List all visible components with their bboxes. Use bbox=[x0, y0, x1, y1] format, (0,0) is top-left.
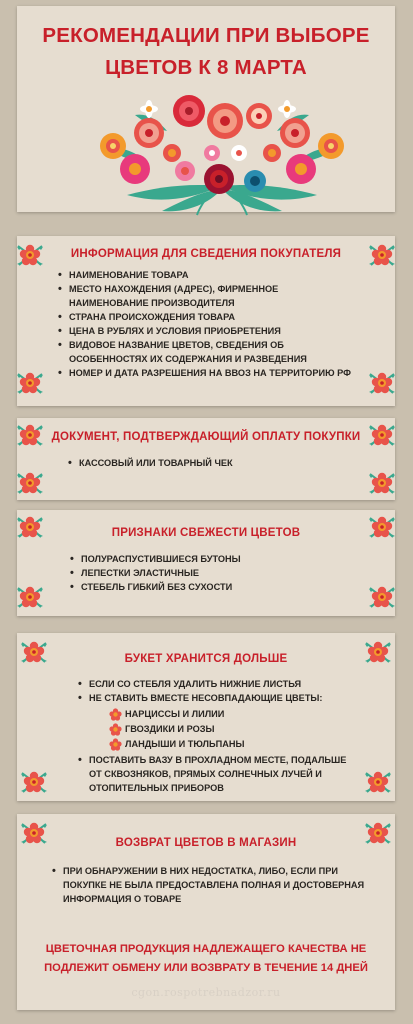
list-item: • НОМЕР И ДАТА РАЗРЕШЕНИЯ НА ВВОЗ НА ТЕРРИТОРИЮ РФ bbox=[57, 366, 357, 380]
corner-flower-icon bbox=[15, 368, 45, 398]
section-title: ВОЗВРАТ ЦВЕТОВ В МАГАЗИН bbox=[115, 837, 297, 849]
list-item: • ПОСТАВИТЬ ВАЗУ В ПРОХЛАДНОМ МЕСТЕ, ПОДАЛЬШЕ ОТ СКВОЗНЯКОВ, ПРЯМЫХ СОЛНЕЧНЫХ ЛУЧЕЙ И ОТОПИТЕЛЬНЫХ ПРИБОРОВ bbox=[77, 753, 347, 795]
list-item: • СТЕБЕЛЬ ГИБКИЙ БЕЗ СУХОСТИ bbox=[69, 580, 349, 594]
corner-flower-icon bbox=[367, 468, 397, 498]
list-item: • ЕСЛИ СО СТЕБЛЯ УДАЛИТЬ НИЖНИЕ ЛИСТЬЯ bbox=[77, 677, 347, 691]
list-item: • ПОЛУРАСПУСТИВШИЕСЯ БУТОНЫ bbox=[69, 552, 349, 566]
section-freshness bbox=[17, 510, 395, 616]
page-title bbox=[17, 20, 395, 84]
section-title: ДОКУМЕНТ, ПОДТВЕРЖДАЮЩИЙ ОПЛАТУ ПОКУПКИ bbox=[51, 431, 361, 443]
sub-list-item: НАРЦИССЫ И ЛИЛИИ bbox=[109, 707, 347, 721]
list-item: • КАССОВЫЙ ИЛИ ТОВАРНЫЙ ЧЕК bbox=[67, 456, 347, 470]
section-list bbox=[77, 677, 347, 795]
section-list bbox=[51, 864, 371, 906]
small-flower-icon bbox=[109, 738, 122, 751]
list-item: • ЛЕПЕСТКИ ЭЛАСТИЧНЫЕ bbox=[69, 566, 349, 580]
sub-list-item: ГВОЗДИКИ И РОЗЫ bbox=[109, 722, 347, 736]
list-item bbox=[77, 691, 347, 751]
corner-flower-icon bbox=[15, 582, 45, 612]
section-payment-document bbox=[17, 418, 395, 500]
sub-list-item: ЛАНДЫШИ И ТЮЛЬПАНЫ bbox=[109, 737, 347, 751]
list-item: • ПРИ ОБНАРУЖЕНИИ В НИХ НЕДОСТАТКА, ЛИБО, ЕСЛИ ПРИ ПОКУПКЕ НЕ БЫЛА ПРЕДОСТАВЛЕНА ПОЛНАЯ И ДОСТОВЕРНАЯ ИНФОРМАЦИЯ О ТОВАРЕ bbox=[51, 864, 371, 906]
section-title: БУКЕТ ХРАНИТСЯ ДОЛЬШЕ bbox=[124, 653, 288, 665]
list-item: • ЦЕНА В РУБЛЯХ И УСЛОВИЯ ПРИОБРЕТЕНИЯ bbox=[57, 324, 357, 338]
list-item: • ВИДОВОЕ НАЗВАНИЕ ЦВЕТОВ, СВЕДЕНИЯ ОБ ОСОБЕННОСТЯХ ИХ СОДЕРЖАНИЯ И РАЗВЕДЕНИЯ bbox=[57, 338, 357, 366]
return-policy-note: ЦВЕТОЧНАЯ ПРОДУКЦИЯ НАДЛЕЖАЩЕГО КАЧЕСТВА НЕ ПОДЛЕЖИТ ОБМЕНУ ИЛИ ВОЗВРАТУ В ТЕЧЕНИЕ 14 ДНЕЙ bbox=[44, 943, 368, 974]
corner-flower-icon bbox=[19, 767, 49, 797]
corner-flower-icon bbox=[367, 368, 397, 398]
list-item: • СТРАНА ПРОИСХОЖДЕНИЯ ТОВАРА bbox=[57, 310, 357, 324]
section-buyer-info bbox=[17, 236, 395, 406]
list-item-text: НЕ СТАВИТЬ ВМЕСТЕ НЕСОВПАДАЮЩИЕ ЦВЕТЫ: bbox=[89, 693, 323, 703]
section-list bbox=[67, 456, 347, 470]
section-title: ИНФОРМАЦИЯ ДЛЯ СВЕДЕНИЯ ПОКУПАТЕЛЯ bbox=[70, 248, 342, 260]
list-item: • НАИМЕНОВАНИЕ ТОВАРА bbox=[57, 268, 357, 282]
section-list bbox=[57, 268, 357, 380]
bouquet-illustration bbox=[87, 91, 357, 216]
section-list bbox=[69, 552, 349, 594]
section-return bbox=[17, 814, 395, 1010]
small-flower-icon bbox=[109, 708, 122, 721]
watermark: cgon.rospotrebnadzor.ru bbox=[131, 986, 281, 999]
title-line-2: ЦВЕТОВ К 8 МАРТА bbox=[105, 56, 307, 79]
corner-flower-icon bbox=[363, 767, 393, 797]
sub-list bbox=[109, 707, 347, 751]
corner-flower-icon bbox=[15, 468, 45, 498]
corner-flower-icon bbox=[367, 582, 397, 612]
small-flower-icon bbox=[109, 723, 122, 736]
header-card bbox=[17, 6, 395, 212]
section-title: ПРИЗНАКИ СВЕЖЕСТИ ЦВЕТОВ bbox=[111, 527, 301, 539]
title-line-1: РЕКОМЕНДАЦИИ ПРИ ВЫБОРЕ bbox=[42, 24, 370, 47]
section-bouquet-care bbox=[17, 633, 395, 801]
list-item: • МЕСТО НАХОЖДЕНИЯ (АДРЕС), ФИРМЕННОЕ НАИМЕНОВАНИЕ ПРОИЗВОДИТЕЛЯ bbox=[57, 282, 357, 310]
